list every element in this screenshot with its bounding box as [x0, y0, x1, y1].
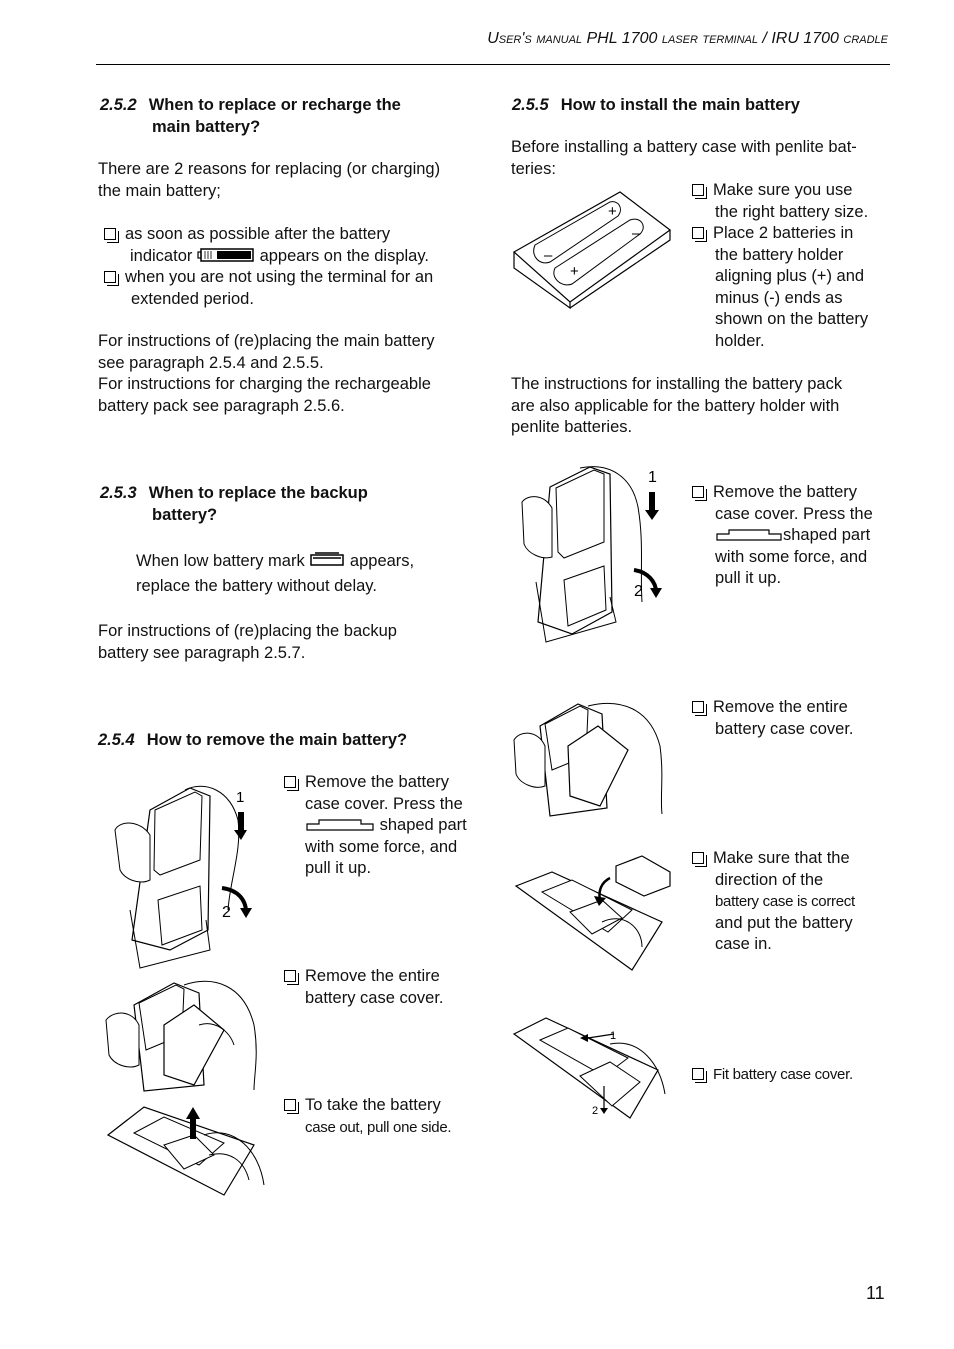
section-2-5-4-step-3: To take the battery case out, pull one side. — [284, 1095, 494, 1138]
checkbox-bullet-icon — [692, 227, 704, 239]
checkbox-bullet-icon — [104, 228, 116, 240]
step-number-1: 1 — [648, 469, 657, 486]
install-remove-cover-illustration — [520, 462, 670, 652]
section-2-5-5-heading: 2.5.5 How to install the main battery — [512, 96, 800, 114]
step-number-1: 1 — [236, 789, 245, 806]
section-2-5-2-intro: There are 2 reasons for replacing (or charging) the main battery; — [98, 160, 441, 200]
section-2-5-2-bullets — [104, 224, 484, 310]
checkbox-bullet-icon — [284, 776, 296, 788]
minus-sign: – — [544, 247, 553, 264]
step-number-2: 2 — [592, 1105, 599, 1117]
section-2-5-2-heading: 2.5.2 When to replace or recharge the main battery? — [100, 96, 401, 136]
bullet-item: Place 2 batteries in the battery holder aligning plus (+) and minus (-) ends as shown on the battery holder. — [692, 223, 892, 352]
low-battery-mark-icon — [309, 552, 345, 568]
install-remove-entire-cover-illustration — [512, 698, 672, 818]
remove-entire-cover-illustration — [104, 975, 264, 1095]
take-battery-out-illustration — [104, 1105, 269, 1200]
remove-cover-illustration — [110, 780, 260, 970]
section-2-5-4-heading: 2.5.4 How to remove the main battery? — [98, 731, 408, 749]
checkbox-bullet-icon — [692, 701, 704, 713]
checkbox-bullet-icon — [692, 1068, 704, 1080]
section-2-5-3-text: When low battery mark appears, replace the battery without delay. — [136, 552, 415, 595]
section-2-5-5-step-3: Make sure that the direction of the battery case is correct and put the battery case in. — [692, 848, 897, 956]
running-header: User's manual PHL 1700 laser terminal / IRU 1700 cradle — [487, 30, 888, 47]
page-number: 11 — [866, 1283, 885, 1303]
battery-holder-illustration — [510, 190, 675, 310]
section-2-5-5-body: The instructions for installing the battery pack are also applicable for the battery holder with penlite batteries. — [511, 375, 843, 436]
section-2-5-5-step-1: Remove the battery case cover. Press the shaped part with some force, and pull it up. — [692, 482, 892, 590]
shaped-part-icon — [305, 818, 375, 832]
header-rule — [96, 64, 890, 65]
minus-sign: – — [632, 225, 641, 242]
checkbox-bullet-icon — [692, 852, 704, 864]
checkbox-bullet-icon — [692, 184, 704, 196]
section-2-5-5-step-2: Remove the entire battery case cover. — [692, 697, 892, 740]
section-2-5-5-step-4: Fit battery case cover. — [692, 1064, 902, 1086]
section-2-5-4-step-2: Remove the entire battery case cover. — [284, 966, 484, 1009]
bullet-item: as soon as possible after the battery indicator appears on the display. — [104, 224, 484, 267]
section-2-5-4-step-1: Remove the battery case cover. Press the shaped part with some force, and pull it up. — [284, 772, 484, 880]
bullet-item: Make sure you use the right battery size. — [692, 180, 892, 223]
shaped-part-icon — [715, 528, 783, 542]
section-2-5-3-heading: 2.5.3 When to replace the backup battery? — [100, 484, 368, 524]
step-number-2: 2 — [222, 904, 231, 921]
checkbox-bullet-icon — [104, 271, 116, 283]
step-number-2: 2 — [634, 583, 643, 600]
step-number-1: 1 — [610, 1030, 617, 1042]
checkbox-bullet-icon — [284, 970, 296, 982]
section-2-5-5-bullets — [692, 180, 892, 352]
section-2-5-2-body: For instructions of (re)placing the main battery see paragraph 2.5.4 and 2.5.5. For instructions for charging the rechargeable battery pack see paragraph 2.5.6. — [98, 332, 435, 415]
checkbox-bullet-icon — [692, 486, 704, 498]
fit-cover-illustration — [510, 1014, 675, 1119]
section-2-5-5-intro: Before installing a battery case with penlite bat- teries: — [511, 138, 857, 178]
insert-battery-case-illustration — [512, 852, 674, 974]
plus-sign: + — [608, 203, 617, 220]
plus-sign: + — [570, 263, 579, 280]
checkbox-bullet-icon — [284, 1099, 296, 1111]
bullet-item: when you are not using the terminal for an extended period. — [104, 267, 484, 310]
section-2-5-3-body: For instructions of (re)placing the backup battery see paragraph 2.5.7. — [98, 622, 397, 662]
battery-indicator-icon — [197, 247, 255, 263]
